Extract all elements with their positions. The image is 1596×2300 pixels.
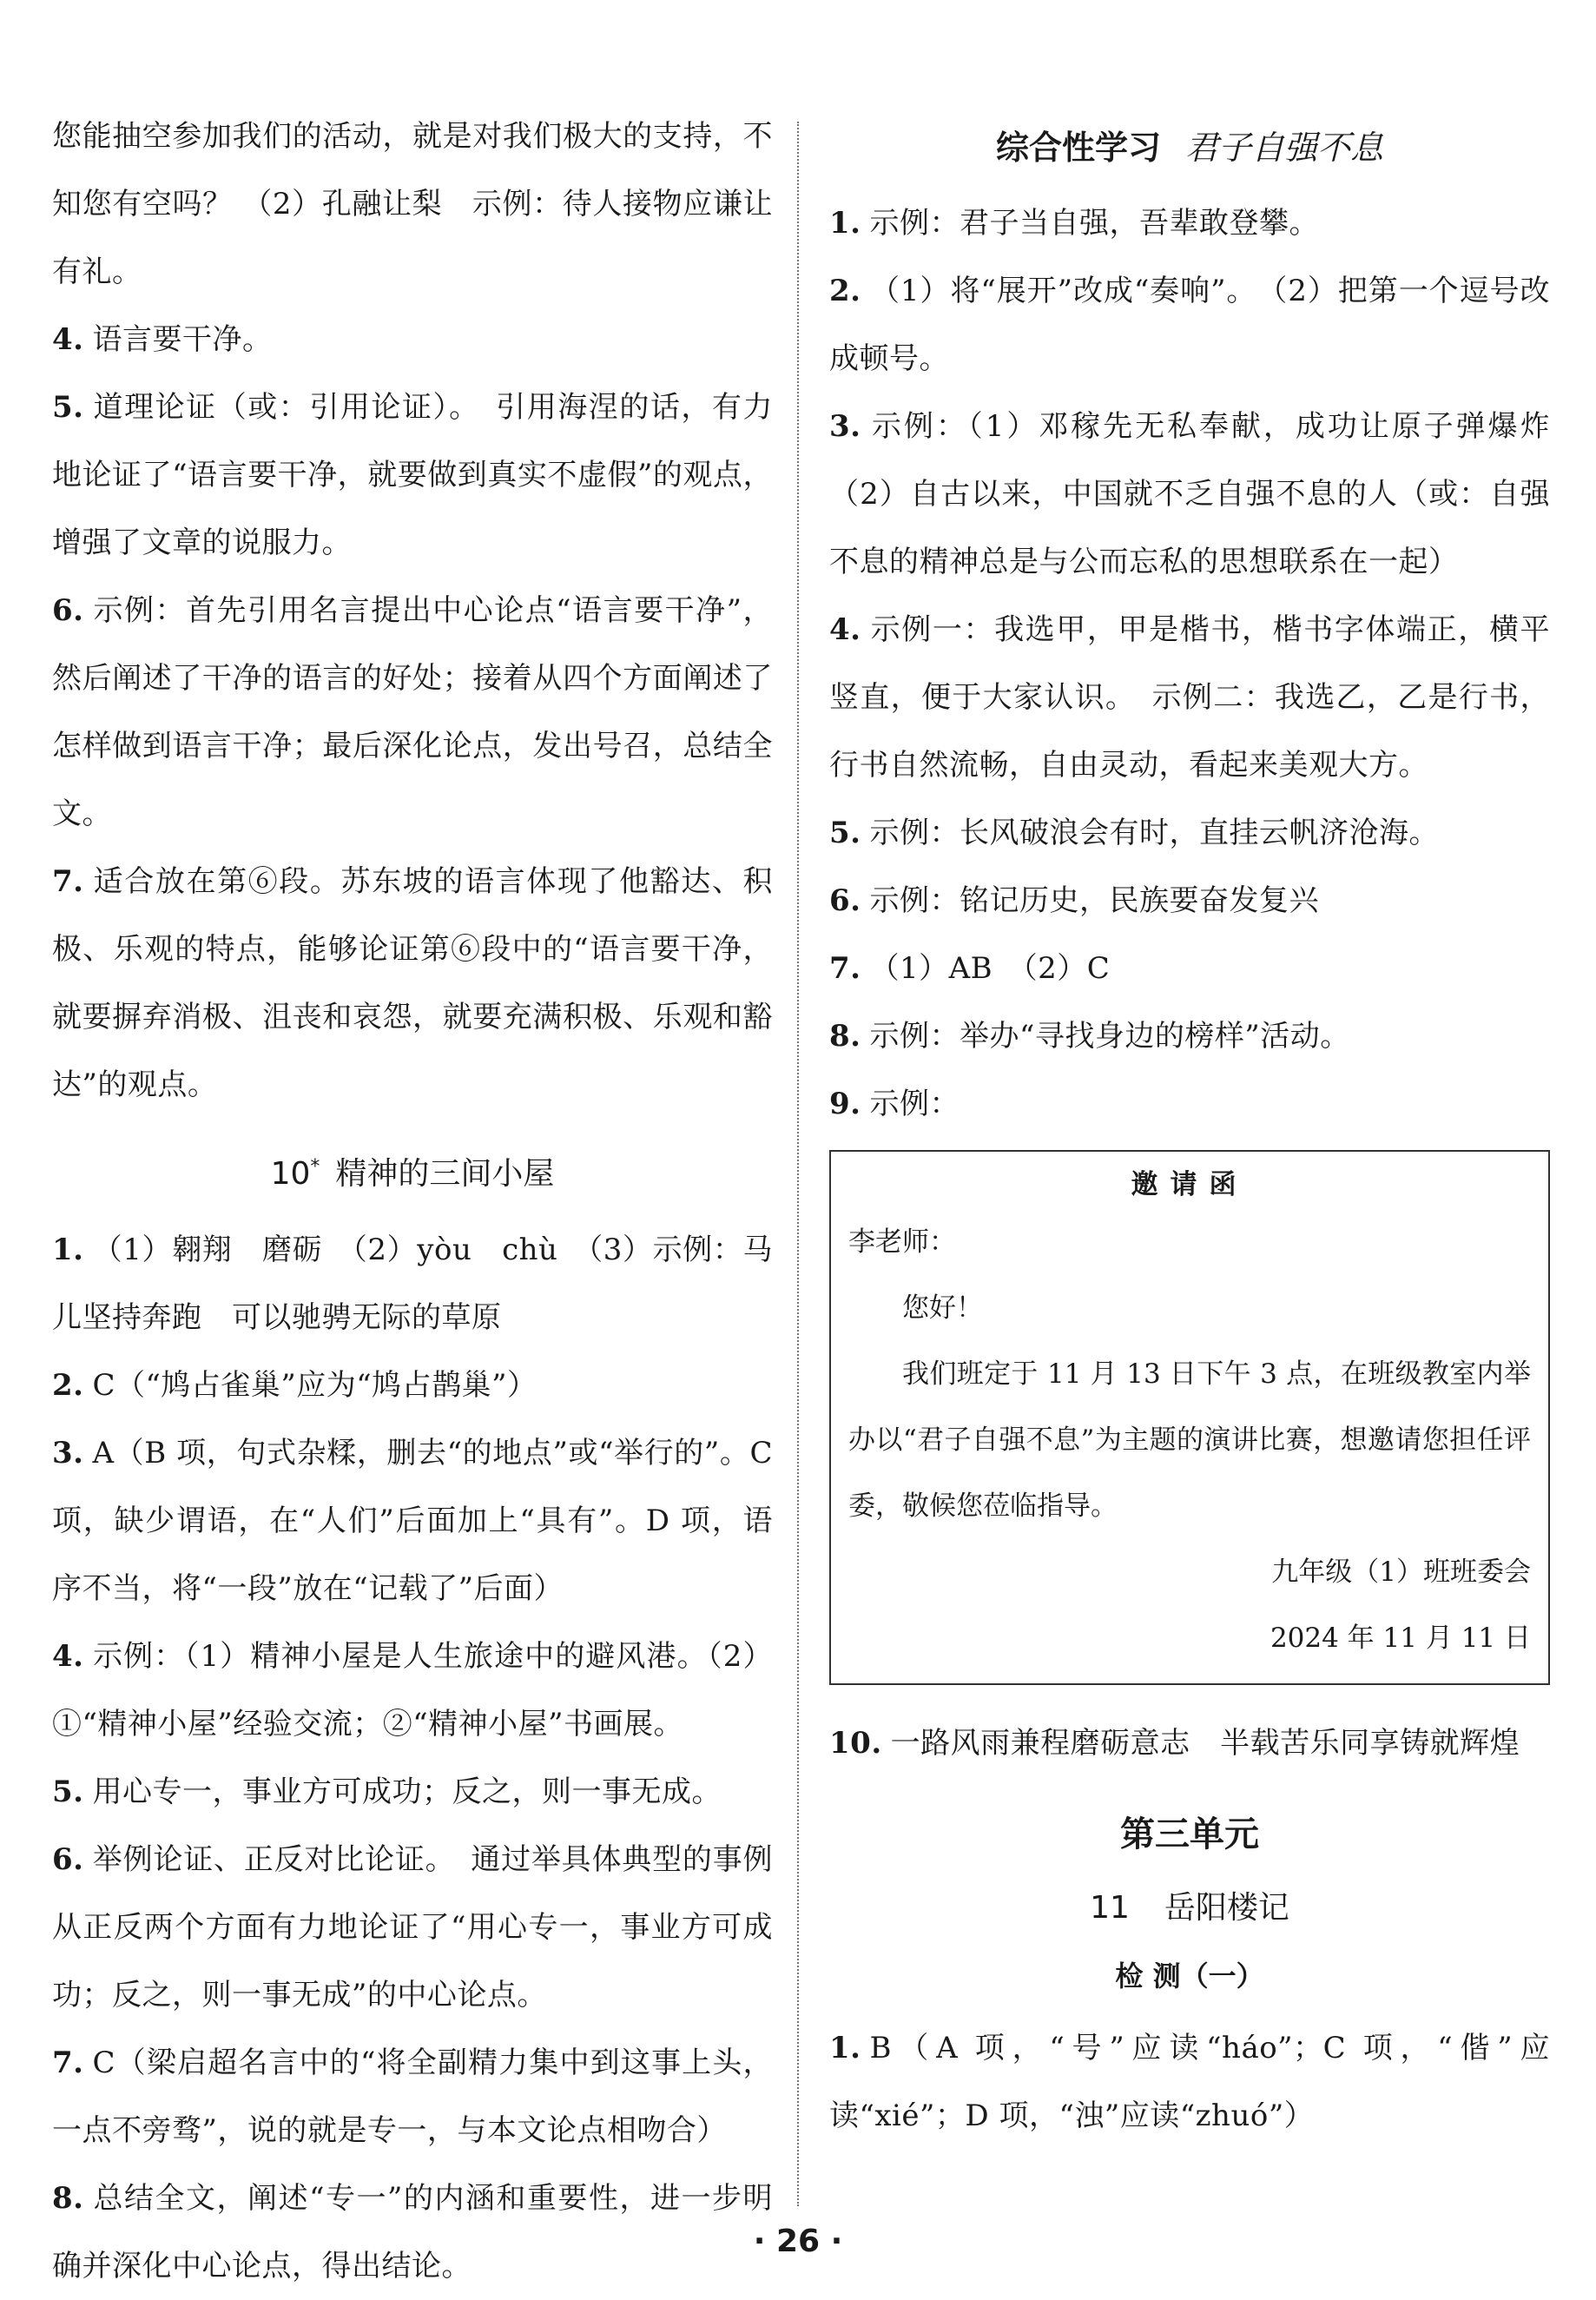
study-answer-4: 4. 示例一：我选甲，甲是楷书，楷书字体端正，横平竖直，便于大家认识。 示例二：我选乙，乙是行书，行书自然流畅，自由灵动，看起来美观大方。	[829, 612, 1550, 783]
lesson-11-title: 11 岳阳楼记	[1090, 1890, 1289, 1926]
lesson10-answer-5: 5. 用心专一，事业方可成功；反之，则一事无成。	[52, 1775, 722, 1809]
lesson10-answer-6: 6. 举例论证、正反对比论证。 通过举具体典型的事例从正反两个方面有力地论证了“用心专一，事业方可成功；反之，则一事无成”的中心论点。	[52, 1842, 773, 2012]
study-answer-5: 5. 示例：长风破浪会有时，直挂云帆济沧海。	[829, 816, 1439, 850]
letter-salutation: 李老师：	[848, 1226, 956, 1258]
lesson10-answer-8: 8. 总结全文，阐述“专一”的内涵和重要性，进一步明确并深化中心论点，得出结论。	[52, 2181, 773, 2283]
lesson10-answer-4: 4. 示例：（1）精神小屋是人生旅途中的避风港。（2）①“精神小屋”经验交流；②“精神小屋”书画展。	[52, 1639, 773, 1742]
answer-6: 6. 示例：首先引用名言提出中心论点“语言要干净”，然后阐述了干净的语言的好处；接着从四个方面阐述了怎样做到语言干净；最后深化论点，发出号召，总结全文。	[52, 593, 773, 831]
study-answer-9: 9. 示例：	[829, 1087, 960, 1121]
letter-title: 邀请函	[1131, 1169, 1249, 1200]
test-answer-1: 1. B（A 项，“号”应读“háo”；C 项，“偕”应读“xié”；D 项，“浊”应读“zhuó”）	[829, 2031, 1550, 2133]
right-column	[829, 122, 1550, 2150]
letter-greeting: 您好！	[902, 1292, 983, 1324]
answer-4: 4. 语言要干净。	[52, 322, 273, 357]
lesson10-answer-7: 7. C（梁启超名言中的“将全副精力集中到这事上头，一点不旁骛”，说的就是专一，与本文论点相吻合）	[52, 2046, 773, 2148]
study-answer-6: 6. 示例：铭记历史，民族要奋发复兴	[829, 883, 1319, 918]
lesson10-answer-1: 1. （1）翱翔 磨砺 （2）yòu chù （3）示例：马儿坚持奔跑 可以驰骋无际的草原	[52, 1233, 773, 1335]
study-answer-1: 1. 示例：君子当自强，吾辈敢登攀。	[829, 206, 1319, 241]
left-column	[52, 102, 773, 2300]
comprehensive-study-heading: 综合性学习 君子自强不息	[995, 129, 1384, 167]
answer-5: 5. 道理论证（或：引用论证）。 引用海涅的话，有力地论证了“语言要干净，就要做到真实不虚假”的观点，增强了文章的说服力。	[52, 390, 773, 560]
unit-title: 第三单元	[1120, 1814, 1259, 1854]
lesson10-answer-2: 2. C（“鸠占雀巢”应为“鸠占鹊巢”）	[52, 1368, 537, 1403]
letter-date: 2024 年 11 月 11 日	[1270, 1623, 1531, 1654]
study-answer-10: 10. 一路风雨兼程磨砺意志 半载苦乐同享铸就辉煌	[829, 1726, 1520, 1761]
answer-7: 7. 适合放在第⑥段。苏东坡的语言体现了他豁达、积极、乐观的特点，能够论证第⑥段中的“语言要干净，就要摒弃消极、沮丧和哀怨，就要充满积极、乐观和豁达”的观点。	[52, 864, 773, 1102]
invitation-letter	[829, 1150, 1550, 1685]
answer-continuation: 您能抽空参加我们的活动，就是对我们极大的支持，不知您有空吗？ （2）孔融让梨 示例：待人接物应谦让有礼。	[52, 119, 773, 289]
lesson10-answer-3: 3. A（B 项，句式杂糅，删去“的地点”或“举行的”。C 项，缺少谓语，在“人们”后面加上“具有”。D 项，语序不当，将“一段”放在“记载了”后面）	[52, 1436, 773, 1606]
letter-body: 我们班定于 11 月 13 日下午 3 点，在班级教室内举办以“君子自强不息”为主题的演讲比赛，想邀请您担任评委，敬候您莅临指导。	[848, 1358, 1531, 1522]
page-number: · 26 ·	[753, 2224, 843, 2259]
study-answer-7: 7. （1）AB （2）C	[829, 951, 1111, 986]
lesson-10-title: 10* 精神的三间小屋	[270, 1156, 555, 1192]
study-answer-8: 8. 示例：举办“寻找身边的榜样”活动。	[829, 1019, 1350, 1054]
test-subheading: 检 测（一）	[1115, 1960, 1264, 1993]
study-answer-3: 3. 示例：（1）邓稼先无私奉献，成功让原子弹爆炸（2）自古以来，中国就不乏自强不息的人（或：自强不息的精神总是与公而忘私的思想联系在一起）	[829, 409, 1550, 579]
column-divider	[797, 122, 799, 2206]
study-answer-2: 2. （1）将“展开”改成“奏响”。 （2）把第一个逗号改成顿号。	[829, 274, 1550, 376]
letter-signature: 九年级（1）班班委会	[1271, 1556, 1531, 1588]
